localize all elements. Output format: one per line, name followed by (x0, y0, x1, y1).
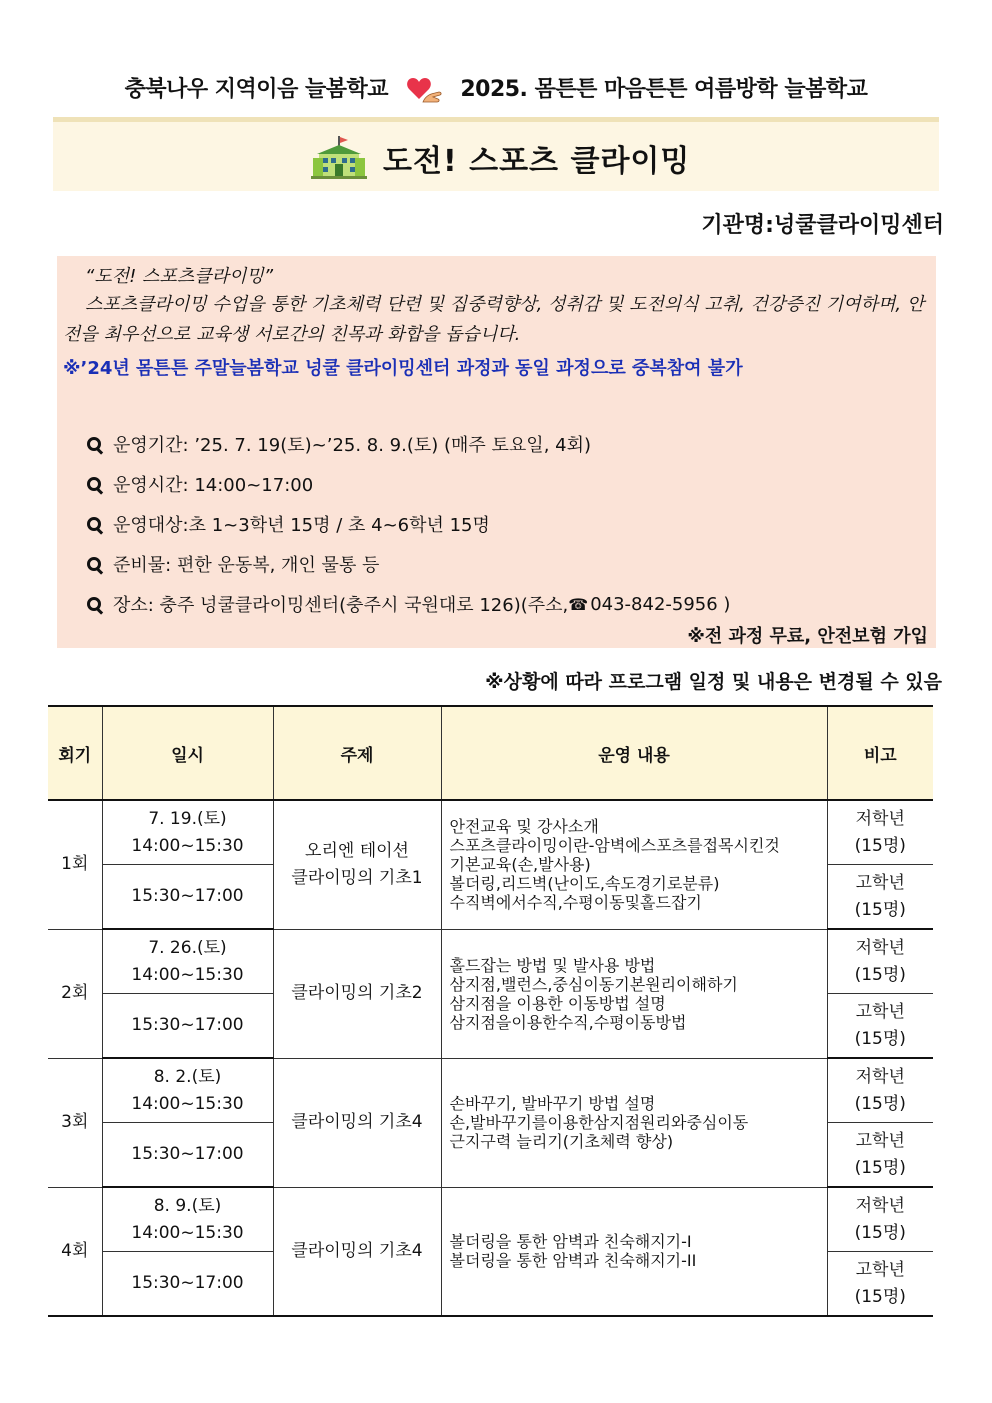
session-note: 고학년 (15명) (827, 994, 933, 1059)
session-content: 볼더링을 통한 암벽과 친숙해지기-I 볼더링을 통한 암벽과 친숙해지기-II (441, 1187, 827, 1316)
session-time: 15:30~17:00 (102, 994, 273, 1059)
session-note: 고학년 (15명) (827, 1123, 933, 1188)
session-content: 손바꾸기, 발바꾸기 방법 설명 손,발바꾸기를이용한삼지점원리와중심이동 근지구력 늘리기(기초체력 향상) (441, 1058, 827, 1187)
session-content: 홀드잡는 방법 및 발사용 방법 삼지점,밸런스,중심이동기본원리이해하기 삼지점을 이용한 이동방법 설명 삼지점을이용한수직,수평이동방법 (441, 929, 827, 1058)
free-note: ※전 과정 무료, 안전보험 가입 (687, 626, 928, 647)
session-note: 저학년 (15명) (827, 1187, 933, 1252)
session-note: 저학년 (15명) (827, 800, 933, 865)
header-datetime: 일시 (102, 706, 273, 800)
heart-hand-icon (405, 75, 443, 105)
organization-name: 기관명:넝쿨클라이밍센터 (701, 213, 944, 238)
header-content: 운영 내용 (441, 706, 827, 800)
program-quote: “도전! 스포츠클라이밍” (85, 266, 274, 287)
table-header-row (48, 706, 933, 800)
session-datetime: 8. 2.(토) 14:00~15:30 (102, 1058, 273, 1123)
session-time: 15:30~17:00 (102, 1123, 273, 1188)
duplicate-notice: ※’24년 몸튼튼 주말늘봄학교 넝쿨 클라이밍센터 과정과 동일 과정으로 중복참여 불가 (63, 358, 743, 379)
session-note: 고학년 (15명) (827, 1252, 933, 1317)
header-left: 충북나우 지역이음 늘봄학교 (124, 77, 388, 102)
session-topic: 클라이밍의 기초2 (273, 929, 441, 1058)
session-time: 15:30~17:00 (102, 865, 273, 930)
session-datetime: 7. 19.(토) 14:00~15:30 (102, 800, 273, 865)
session-number: 1회 (48, 800, 102, 929)
school-icon (311, 136, 367, 180)
table-row (48, 1187, 933, 1252)
header-session: 회기 (48, 706, 102, 800)
table-row (48, 1058, 933, 1123)
bullet-icon (87, 477, 101, 491)
page-title: 도전! 스포츠 클라이밍 (383, 144, 691, 179)
page-header (0, 72, 992, 105)
bullet-icon (87, 597, 101, 611)
detail-supplies: 준비물: 편한 운동복, 개인 물통 등 (87, 544, 730, 584)
phone-icon: ☎ (568, 594, 589, 614)
session-content: 안전교육 및 강사소개 스포츠클라이밍이란-암벽에스포츠를접목시킨것 기본교육(손,발사용) 볼더링,리드벽(난이도,속도경기로분류) 수직벽에서수직,수평이동및홀드잡기 (441, 800, 827, 929)
title-bar (53, 117, 939, 191)
session-number: 3회 (48, 1058, 102, 1187)
session-topic: 오리엔 테이션 클라이밍의 기초1 (273, 800, 441, 929)
session-time: 15:30~17:00 (102, 1252, 273, 1317)
header-note: 비고 (827, 706, 933, 800)
session-note: 저학년 (15명) (827, 929, 933, 994)
session-topic: 클라이밍의 기초4 (273, 1187, 441, 1316)
phone-number: 043-842-5956 ) (590, 593, 731, 615)
bullet-icon (87, 557, 101, 571)
detail-location: 장소: 충주 넝쿨클라이밍센터(충주시 국원대로 126)(주소, ☎ 043-842-5956 ) (87, 584, 730, 624)
session-note: 저학년 (15명) (827, 1058, 933, 1123)
bullet-icon (87, 517, 101, 531)
detail-period: 운영기간: ’25. 7. 19(토)~’25. 8. 9.(토) (매주 토요일, 4회) (87, 424, 730, 464)
detail-target: 운영대상:초 1~3학년 15명 / 초 4~6학년 15명 (87, 504, 730, 544)
info-box (57, 256, 936, 648)
header-topic: 주제 (273, 706, 441, 800)
change-note: ※상황에 따라 프로그램 일정 및 내용은 변경될 수 있음 (485, 671, 942, 693)
session-datetime: 7. 26.(토) 14:00~15:30 (102, 929, 273, 994)
details-list (87, 424, 730, 624)
header-right: 2025. 몸튼튼 마음튼튼 여름방학 늘봄학교 (460, 77, 868, 102)
session-number: 2회 (48, 929, 102, 1058)
bullet-icon (87, 437, 101, 451)
table-row (48, 800, 933, 865)
table-row (48, 929, 933, 994)
session-note: 고학년 (15명) (827, 865, 933, 930)
detail-time: 운영시간: 14:00~17:00 (87, 464, 730, 504)
schedule-table (48, 705, 933, 1317)
session-datetime: 8. 9.(토) 14:00~15:30 (102, 1187, 273, 1252)
session-number: 4회 (48, 1187, 102, 1316)
program-description: 스포츠클라이밍 수업을 통한 기초체력 단련 및 집중력향상, 성취감 및 도전의식 고취, 건강증진 기여하며, 안전을 최우선으로 교육생 서로간의 친목과 화합을 돕습니다. (63, 294, 925, 345)
session-topic: 클라이밍의 기초4 (273, 1058, 441, 1187)
